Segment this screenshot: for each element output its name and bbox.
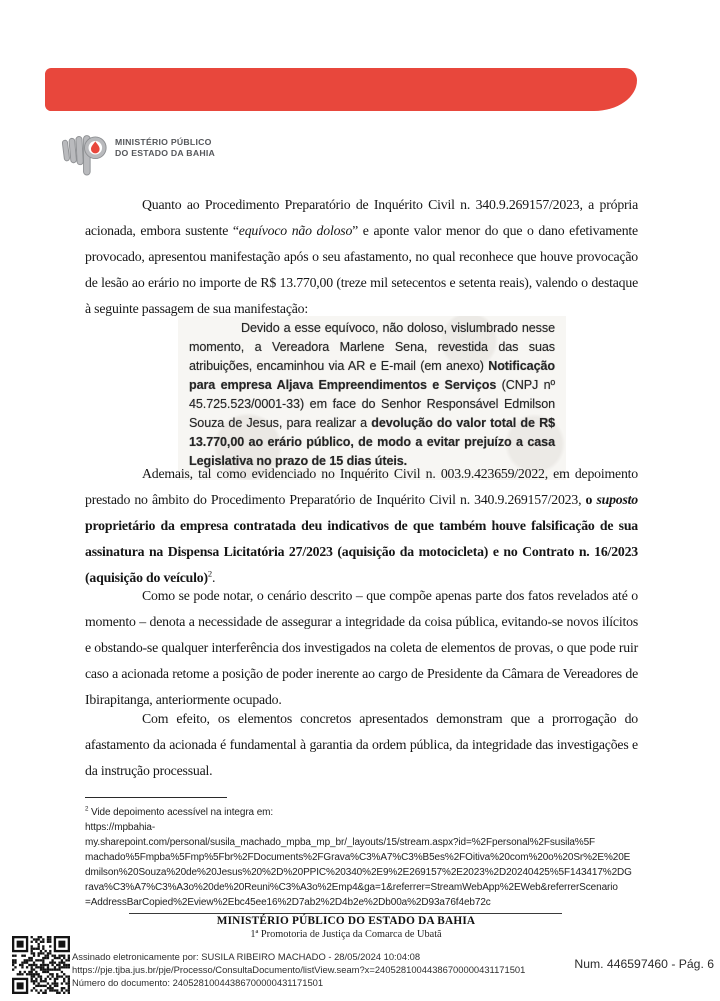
page-number: Num. 446597460 - Pág. 6 [574, 957, 714, 971]
signature-verification-url: https://pje.tjba.jus.br/pje/Processo/ConsultaDocumento/listView.seam?x=24052810044386700000431171501 [72, 964, 526, 975]
footer-unit-name: 1ª Promotoria de Justiça da Comarca de Ubatã [250, 929, 442, 940]
logo-org-line2: DO ESTADO DA BAHIA [115, 147, 216, 158]
paragraph-3: Como se pode notar, o cenário descrito – que compõe apenas parte dos fatos revelados até o momento – denota a necessidade de assegurar a integridade da coisa pública, evitando-se novos ilícitos e obstando-se qualquer interferência dos investigados na coleta de elementos de provas, o que pode ruir caso a acionada retome a posição de poder inerente ao cargo de Presidente da Câmara de Vereadores de Ibirapitanga, anteriormente ocupado. [85, 588, 638, 707]
logo-org-line1: MINISTÉRIO PÚBLICO [115, 137, 212, 147]
footer-divider [129, 913, 562, 914]
logo-wordmark [115, 137, 215, 159]
page-footer [0, 915, 692, 941]
footnote-url-line: rava%C3%A7%C3%A3o%20de%20Reuni%C3%A3o%2Emp4&ga=1&referrer=StreamWebApp%2EWeb&referrerScenario [85, 882, 618, 893]
footnote-url-line: =AddressBarCopied%2Eview%2Ebc45ee16%2D7ab2%2D4b2e%2Db00a%2D93a76f4eb72c [85, 897, 491, 908]
qr-code [12, 936, 70, 994]
paragraph-4: Com efeito, os elementos concretos apresentados demonstram que a prorrogação do afastamento da acionada é fundamental à garantia da ordem pública, da integridade das investigações e da instrução processual. [85, 711, 638, 778]
footnote-url-line: my.sharepoint.com/personal/susila_machado_mpba_mp_br/_layouts/15/stream.aspx?id=%2Fpersonal%2Fsusila%5F [85, 837, 596, 848]
footnote-url-line: machado%5Fmpba%5Fmp%5Fbr%2FDocuments%2FGrava%C3%A7%C3%B5es%2FOitiva%20com%20o%20Sr%2E%20E [85, 852, 631, 863]
footnote-url-line: dmilson%20Souza%20de%20Jesus%20%2D%20PPIC%20340%2E9%2E269157%2E2023%2D20240425%5F143417%2DG [85, 867, 632, 878]
paragraph-1: Quanto ao Procedimento Preparatório de Inquérito Civil n. 340.9.269157/2023, a própria acionada, embora sustente “equívoco não doloso” e aponte valor menor do que o dano efetivamente provocado, apresentou manifestação após o seu afastamento, no qual reconhece que houve provocação de lesão ao erário no importe de R$ 13.770,00 (treze mil setecentos e setenta reais), valendo o destaque à seguinte passagem de sua manifestação: [85, 197, 638, 316]
footnote-url-line: https://mpbahia- [85, 822, 156, 833]
quoted-scan-block: Devido a esse equívoco, não doloso, vislumbrado nesse momento, a Vereadora Marlene Sena, revestida das suas atribuições, encaminhou via AR e E-mail (em anexo) Notificação para empresa Aljava Empreendimentos e Serviços (CNPJ nº 45.725.523/0001-33) em face do Senhor Responsável Edmilson Souza de Jesus, para realizar a devolução do valor total de R$ 13.770,00 ao erário público, de modo a evitar prejuízo a casa Legislativa no prazo de 15 dias úteis. [178, 316, 566, 480]
header-red-bar [45, 68, 637, 111]
signature-block [72, 950, 525, 989]
footnote-intro: $^2$ Vide depoimento acessível na integra em: [85, 805, 274, 818]
mp-logo-icon [61, 128, 108, 176]
footnote-divider [85, 797, 227, 798]
footer-org-name: MINISTÉRIO PÚBLICO DO ESTADO DA BAHIA [216, 915, 476, 927]
signature-line: Assinado eletronicamente por: SUSILA RIBEIRO MACHADO - 28/05/2024 10:04:08 [72, 951, 421, 962]
signature-document-number: Número do documento: 24052810044386700000431171501 [72, 977, 324, 988]
paragraph-2: Ademais, tal como evidenciado no Inquérito Civil n. 003.9.423659/2022, em depoimento prestado no âmbito do Procedimento Preparatório de Inquérito Civil n. 340.9.269157/2023, o suposto proprietário da empresa contratada deu indicativos de que também houve falsificação de sua assinatura na Dispensa Licitatória 27/2023 (aquisição da motocicleta) e no Contrato n. 16/2023 (aquisição do veículo)$^2$. [85, 466, 638, 585]
header-logo [61, 128, 215, 176]
footnote [85, 797, 645, 910]
